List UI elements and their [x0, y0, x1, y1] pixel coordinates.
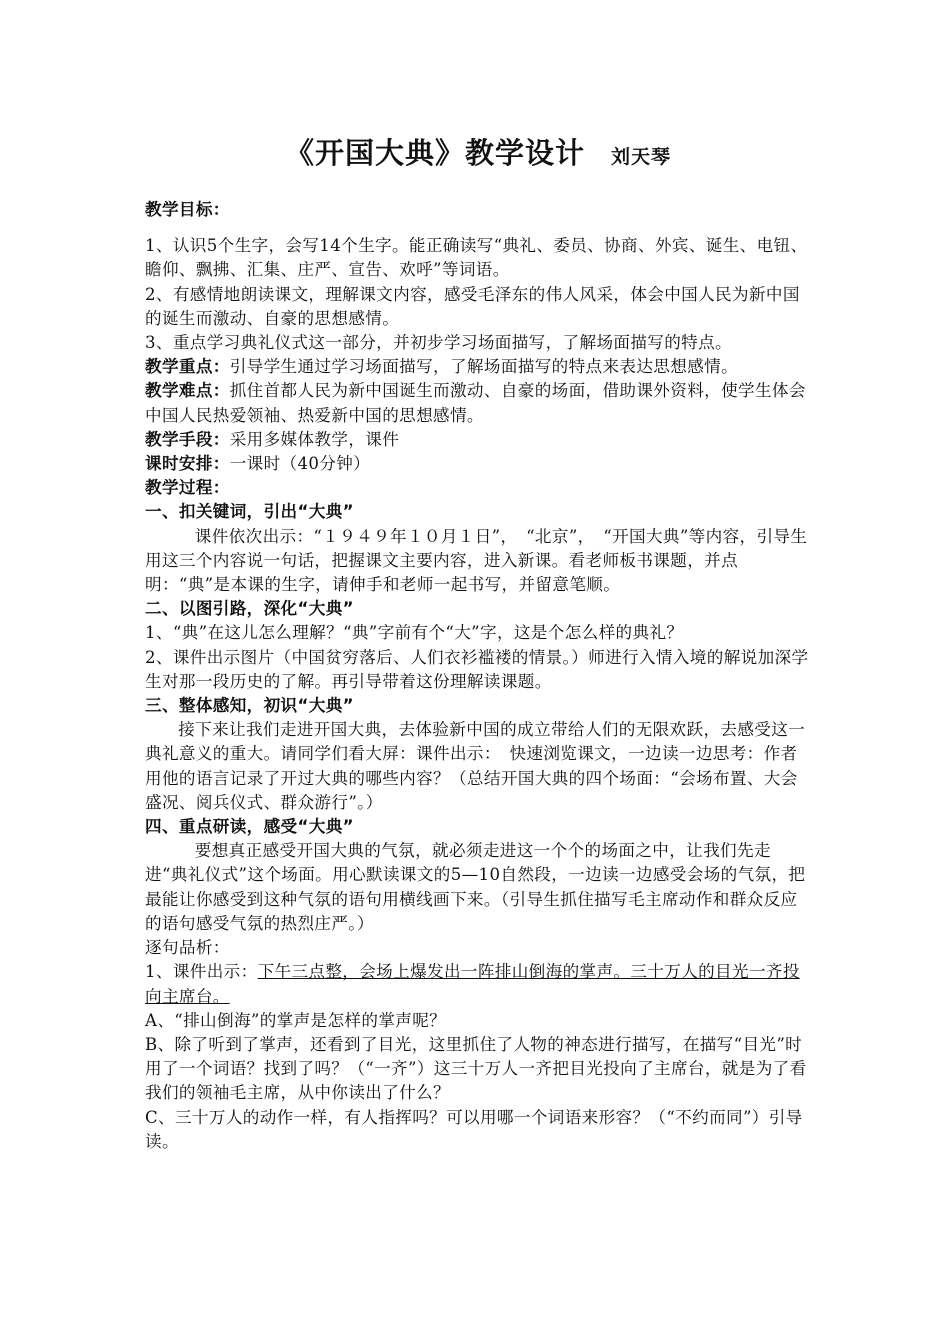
section-paragraph: 接下来让我们走进开国大典，去体验新中国的成立带给人们的无限欢跃，去感受这一典礼意义的重大。请同学们看大屏：课件出示： 快速浏览课文，一边读一边思考：作者用他的语言记录了开过大典的哪些内容？（总结开国大典的四个场面：“会场布置、大会盛况、阅兵仪式、群众游行”。） [145, 720, 806, 812]
spacer [145, 222, 811, 234]
key-point-text: 引导学生通过学习场面描写，了解场面描写的特点来表达思想感情。 [229, 357, 739, 377]
section-paragraph: 课件依次出示：“１９４９年１０月１日”， “北京”， “开国大典”等内容，引导生用这三个内容说一句话，把握课文主要内容，进入新课。看老师板书课题，并点明：“典”是本课的生字，请伸手和老师一起书写，并留意笔顺。 [145, 526, 808, 595]
analysis-question: B、除了听到了掌声，还看到了目光，这里抓住了人物的神态进行描写，在描写“目光”时用了一个词语？找到了吗？（“一齐”）这三十万人一齐把目光投向了主席台，就是为了看我们的领袖毛主席，从中你读出了什么？ [145, 1034, 807, 1103]
difficulty-label: 教学难点： [145, 381, 230, 401]
goal-item: 1、认识5个生字，会写14个生字。能正确读写“典礼、委员、协商、外宾、诞生、电钮、瞻仰、飘拂、汇集、庄严、宣告、欢呼”等词语。 [145, 236, 808, 280]
difficulty-text: 抓住首都人民为新中国诞生而激动、自豪的场面，借助课外资料，使学生体会中国人民热爱领袖、热爱新中国的思想感情。 [145, 381, 806, 425]
section-item: 1、“典”在这儿怎么理解？“典”字前有个“大”字，这是个怎么样的典礼？ [145, 623, 684, 643]
analysis-question: A、“排山倒海”的掌声是怎样的掌声呢？ [145, 1010, 447, 1030]
means [145, 428, 811, 452]
schedule-label: 课时安排： [145, 454, 230, 474]
schedule [145, 452, 811, 476]
section-heading: 四、重点研读，感受“大典” [145, 817, 354, 837]
analysis-intro [145, 960, 811, 1008]
key-point-label: 教学重点： [145, 357, 230, 377]
goal-item: 2、有感情地朗读课文，理解课文内容，感受毛泽东的伟人风采，体会中国人民为新中国的诞生而激动、自豪的思想感情。 [145, 284, 800, 328]
analysis-intro-prefix: 1、课件出示： [145, 962, 258, 982]
section-item: 2、课件出示图片（中国贫穷落后、人们衣衫褴褛的情景。）师进行入情入境的解说加深学生对那一段历史的了解。再引导带着这份理解读课题。 [145, 647, 809, 691]
goals-label: 教学目标： [145, 200, 230, 219]
goal-item: 3、重点学习典礼仪式这一部分，并初步学习场面描写，了解场面描写的特点。 [145, 333, 732, 353]
document-title: 《开国大典》教学设计 [284, 136, 585, 170]
means-text: 采用多媒体教学，课件 [229, 429, 400, 449]
key-point [145, 355, 811, 379]
analysis-question: C、三十万人的动作一样，有人指挥吗？可以用哪一个词语来形容？（“不约而同”）引导读。 [145, 1107, 803, 1151]
author-name: 刘天琴 [611, 146, 672, 168]
analysis-quote: 下午三点整，会场上爆发出一阵排山倒海的掌声。三十万人的目光一齐投向主席台。 [145, 962, 800, 1006]
section-paragraph: 要想真正感受开国大典的气氛，就必须走进这一个个的场面之中，让我们先走进“典礼仪式”这个场面。用心默读课文的5—10自然段，一边读一边感受会场的气氛，把最能让你感受到这种气氛的语句用横线画下来。（引导生抓住描写毛主席动作和群众反应的语句感受气氛的热烈庄严。） [145, 841, 806, 933]
section-heading: 二、以图引路，深化“大典” [145, 599, 354, 619]
analysis-label: 逐句品析： [145, 938, 230, 958]
schedule-text: 一课时（40分钟） [229, 454, 371, 474]
process-label: 教学过程： [145, 478, 230, 498]
title-block [145, 136, 811, 170]
section-heading: 一、扣关键词，引出“大典” [145, 502, 354, 522]
section-heading: 三、整体感知，初识“大典” [145, 696, 354, 716]
difficulty [145, 379, 811, 427]
document-body [145, 198, 811, 1154]
means-label: 教学手段： [145, 429, 230, 449]
